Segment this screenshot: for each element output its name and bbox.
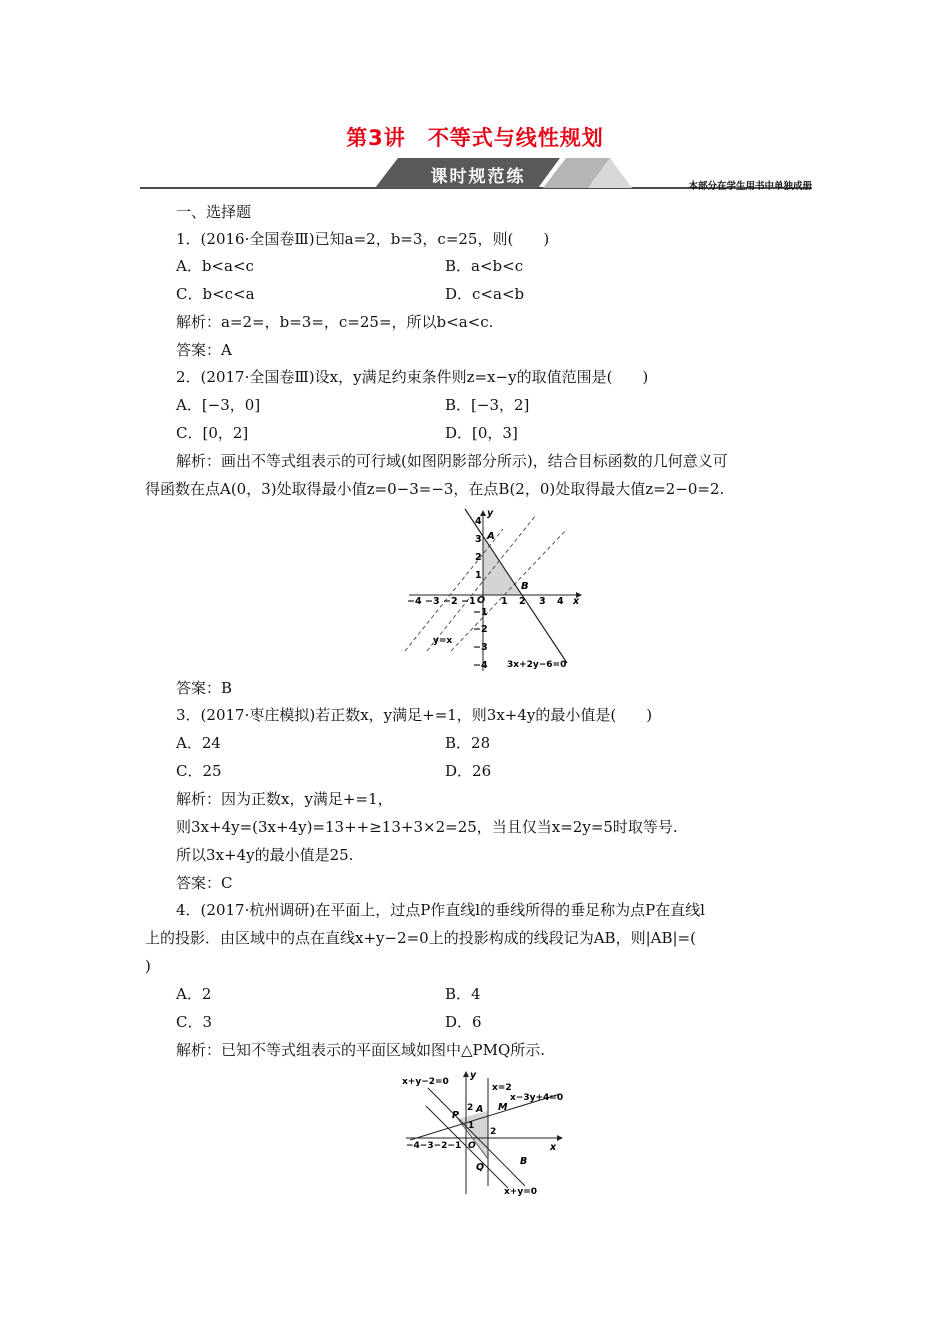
q3-option-d: D．26 — [445, 762, 492, 780]
q2-analysis-line1: 解析：画出不等式组表示的可行域(如图阴影部分所示)，结合目标函数的几何意义可 — [176, 452, 728, 470]
q3-option-c: C．25 — [176, 762, 222, 780]
fig1-y-tick: 2 — [475, 552, 482, 563]
fig1-point-a: A — [487, 531, 495, 542]
fig1-x-tick: 1 — [501, 596, 508, 607]
q2-answer: 答案：B — [176, 679, 233, 697]
q4-analysis: 解析：已知不等式组表示的平面区域如图中△PMQ所示. — [176, 1041, 546, 1059]
lecture-number: 第3讲 — [346, 126, 406, 150]
fig2-y-label: y — [470, 1070, 477, 1081]
q4-stem-line3: ) — [145, 957, 151, 975]
fig1-line-label: 3x+2y−6=0 — [507, 660, 567, 670]
q1-option-b: B．a<b<c — [445, 257, 524, 275]
fig1-y-label: y — [487, 508, 494, 519]
q4-option-c: C．3 — [176, 1013, 213, 1031]
q3-analysis-line2: 则3x+4y=(3x+4y)=13++≥13+3×2=25，当且仅当x=2y=5时取等号. — [176, 818, 678, 836]
fig1-y-tick: −4 — [473, 660, 488, 671]
q2-feasible-region-figure — [395, 505, 595, 675]
fig1-origin: O — [477, 595, 486, 606]
q2-analysis-line2: 得函数在点A(0，3)处取得最小值z=0−3=−3，在点B(2，0)处取得最大值z=2−0=2. — [145, 480, 725, 498]
q2-option-c: C．[0，2] — [176, 424, 249, 442]
fig2-x-label: x — [550, 1142, 557, 1153]
fig2-point-q: Q — [476, 1162, 485, 1173]
fig1-point-b: B — [521, 581, 529, 592]
fig2-point-a: A — [476, 1104, 484, 1115]
q4-stem-line1: 4．(2017·杭州调研)在平面上，过点P作直线l的垂线所得的垂足称为点P在直线l — [176, 901, 705, 919]
banner-note: 本部分在学生用书中单独成册 — [688, 181, 812, 192]
fig1-line-label: y=x — [433, 636, 453, 646]
fig1-x-tick: 2 — [519, 596, 526, 607]
q2-option-b: B．[−3，2] — [445, 396, 530, 414]
q3-analysis-line3: 所以3x+4y的最小值是25. — [176, 846, 354, 864]
fig1-y-tick: 1 — [475, 570, 482, 581]
fig1-y-tick: −2 — [473, 624, 488, 635]
fig2-x-ticks: −4−3−2−1 — [406, 1141, 462, 1151]
q2-option-d: D．[0，3] — [445, 424, 518, 442]
fig1-x-tick: 3 — [539, 596, 546, 607]
q1-option-a: A．b<a<c — [176, 257, 254, 275]
q3-option-a: A．24 — [176, 734, 221, 752]
fig1-y-tick: 4 — [475, 516, 482, 527]
fig2-tick: 2 — [467, 1103, 474, 1113]
q1-option-c: C．b<c<a — [176, 285, 255, 303]
fig2-tick: 1 — [468, 1121, 475, 1131]
q1-answer: 答案：A — [176, 341, 232, 359]
q4-option-d: D．6 — [445, 1013, 482, 1031]
fig2-point-m: M — [498, 1102, 508, 1113]
q1-stem: 1．(2016·全国卷Ⅲ)已知a=2，b=3，c=25，则( ) — [176, 230, 550, 248]
fig2-origin: O — [468, 1141, 476, 1151]
banner-label: 课时规范练 — [430, 167, 526, 187]
fig1-x-tick: 4 — [557, 596, 564, 607]
q3-analysis-line1: 解析：因为正数x，y满足+=1， — [176, 790, 393, 808]
fig2-point-p: P — [452, 1110, 459, 1121]
q3-stem: 3．(2017·枣庄模拟)若正数x，y满足+=1，则3x+4y的最小值是( ) — [176, 706, 653, 724]
q3-answer: 答案：C — [176, 874, 233, 892]
fig1-x-tick: −3 — [425, 596, 440, 607]
q4-region-figure — [400, 1066, 580, 1198]
fig1-x-tick: −4 — [407, 596, 422, 607]
q2-stem: 2．(2017·全国卷Ⅲ)设x，y满足约束条件则z=x−y的取值范围是( ) — [176, 368, 649, 386]
fig2-line-label: x=2 — [492, 1083, 512, 1093]
region-pmq — [458, 1111, 488, 1159]
fig1-y-tick: −3 — [473, 642, 488, 653]
q4-stem-line2: 上的投影．由区域中的点在直线x+y−2=0上的投影构成的线段记为AB，则|AB|=( — [145, 929, 696, 947]
q3-option-b: B．28 — [445, 734, 491, 752]
section-heading: 一、选择题 — [176, 203, 252, 221]
lecture-title: 不等式与线性规划 — [427, 126, 604, 150]
q1-analysis: 解析：a=2=，b=3=，c=25=，所以b<a<c. — [176, 313, 494, 331]
fig2-line-label: x−3y+4=0 — [510, 1093, 564, 1103]
fig2-line-label: x+y=0 — [504, 1187, 538, 1197]
fig1-x-tick: −2 — [443, 596, 458, 607]
q4-option-a: A．2 — [176, 985, 212, 1003]
fig2-point-b: B — [520, 1156, 528, 1167]
fig2-line-label: x+y−2=0 — [402, 1077, 449, 1087]
q2-option-a: A．[−3，0] — [176, 396, 261, 414]
q4-option-b: B．4 — [445, 985, 481, 1003]
fig2-tick: 2 — [490, 1127, 497, 1137]
fig1-y-tick: −1 — [473, 607, 488, 618]
fig1-x-label: x — [573, 596, 580, 607]
q1-option-d: D．c<a<b — [445, 285, 525, 303]
fig1-x-tick: −1 — [461, 596, 476, 607]
fig1-y-tick: 3 — [475, 534, 482, 545]
